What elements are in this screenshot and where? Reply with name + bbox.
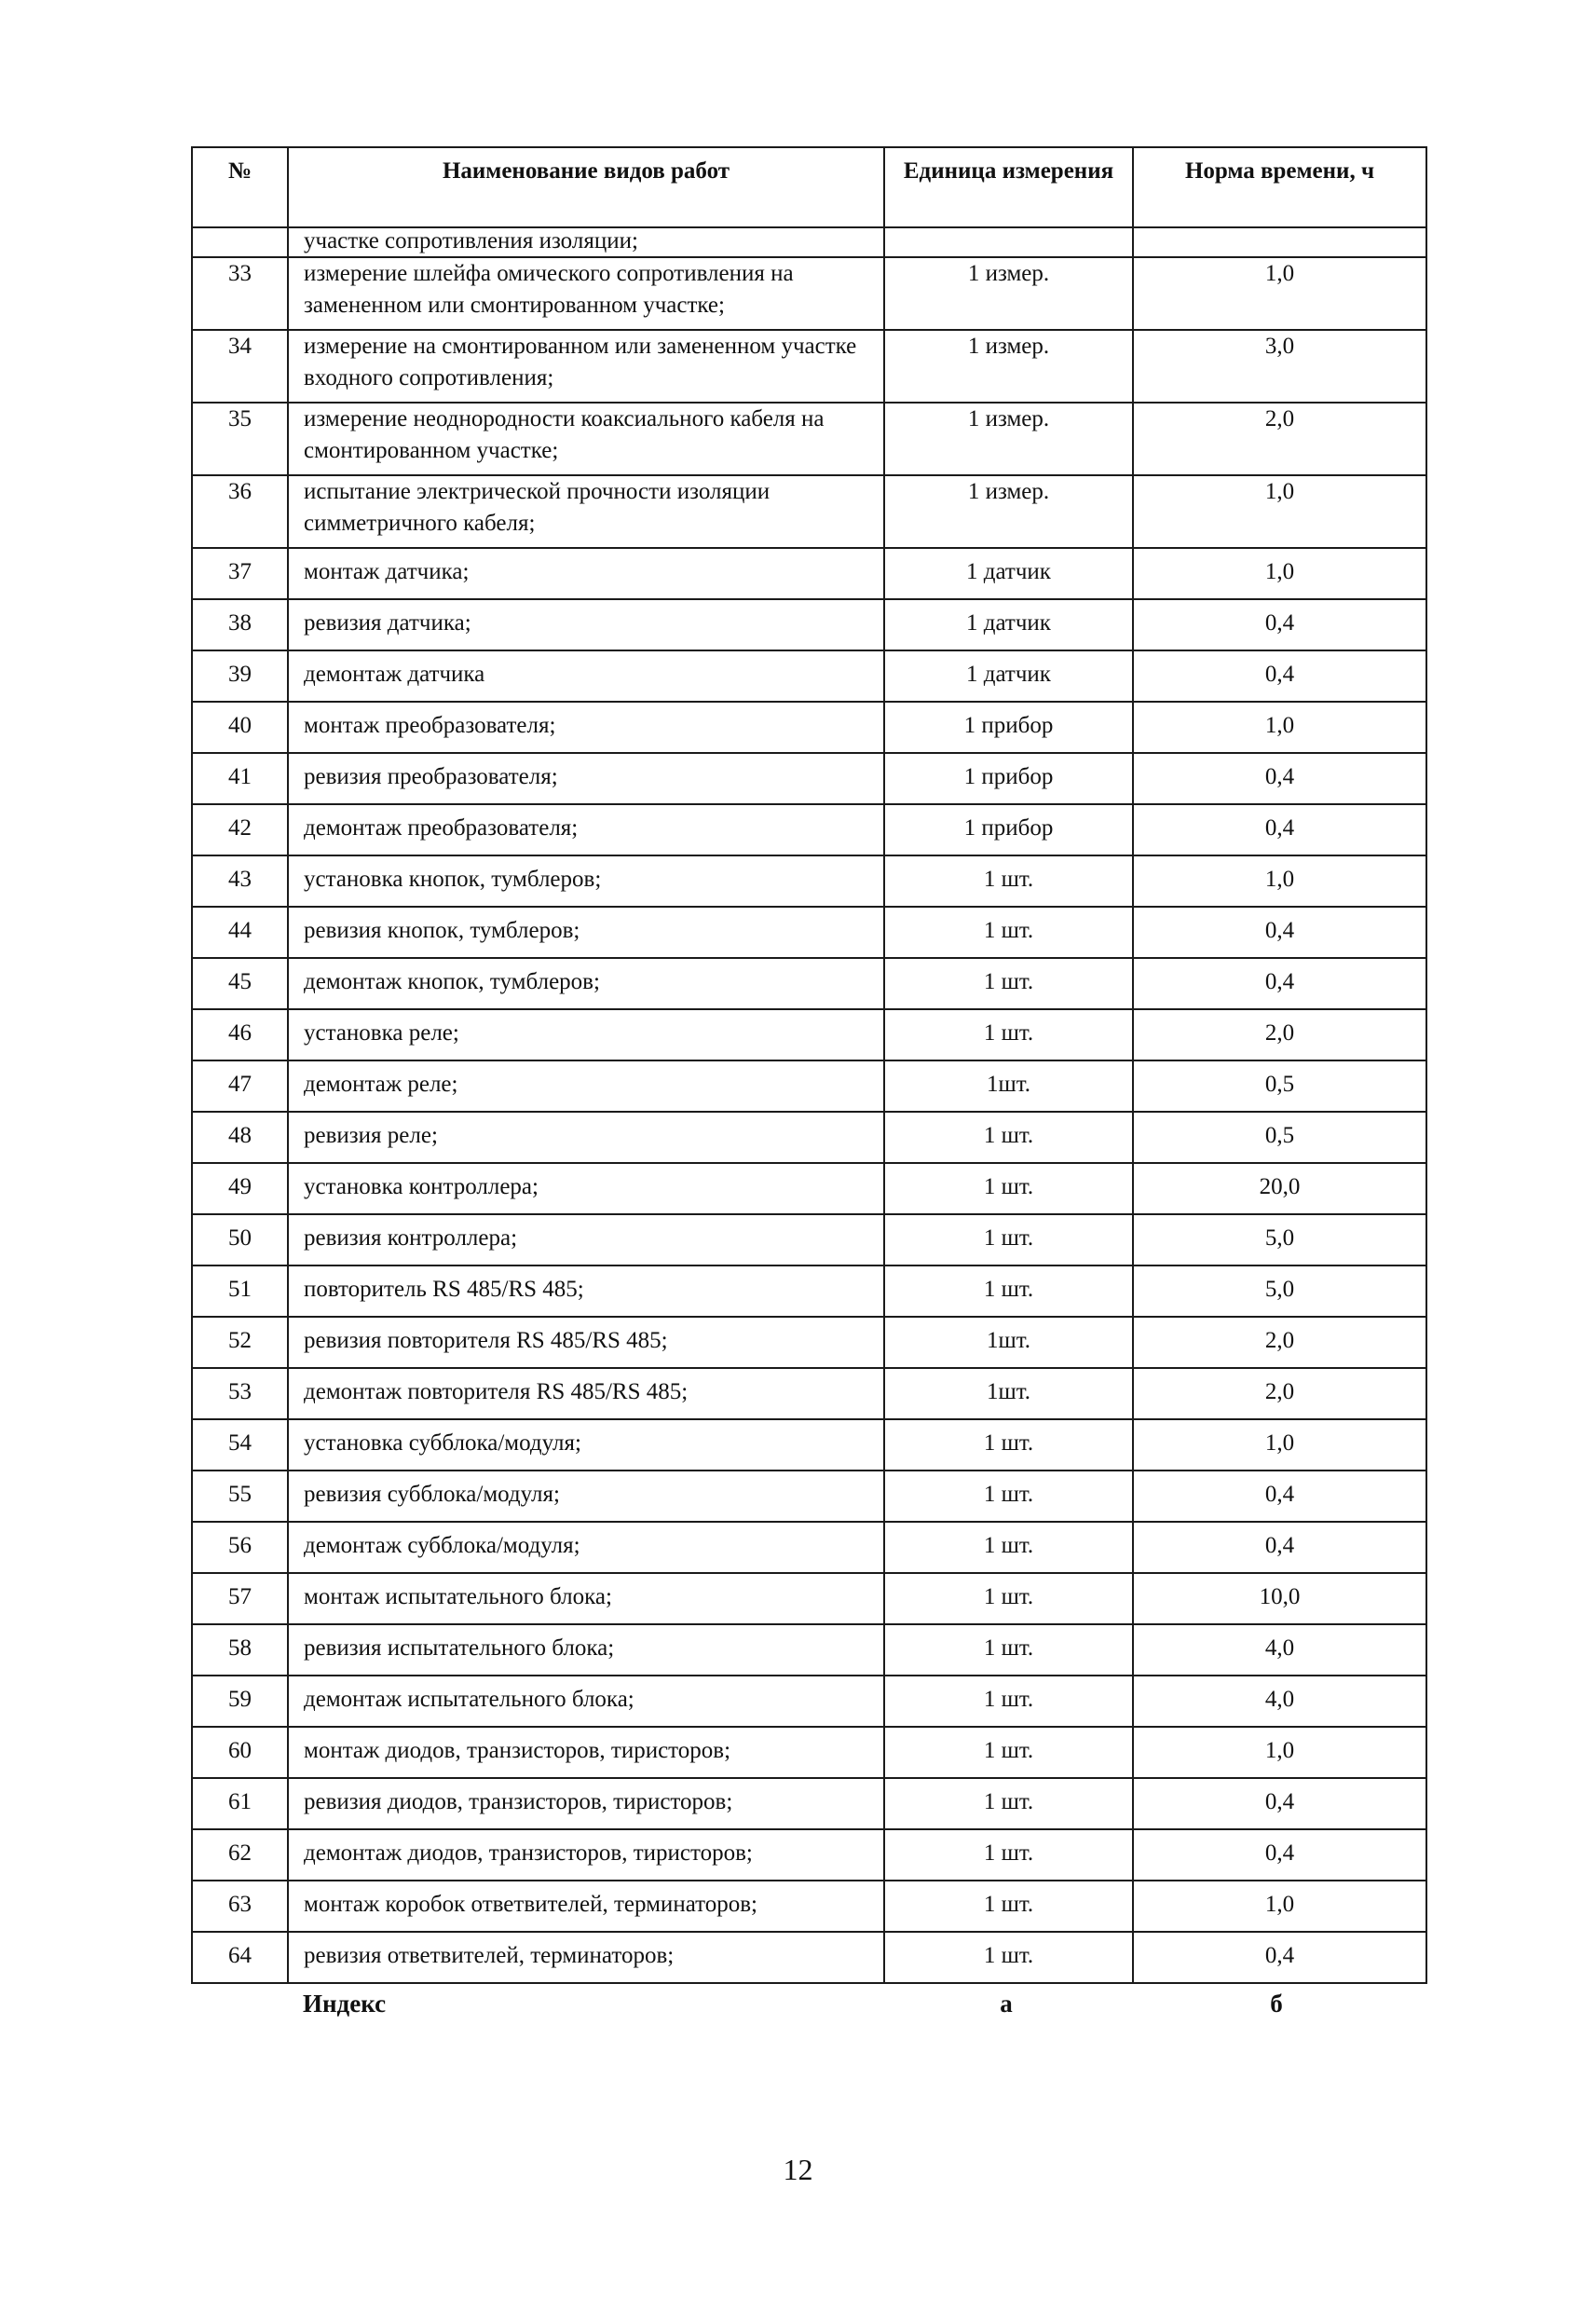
row-unit: 1 шт. <box>884 1727 1133 1778</box>
row-num: 53 <box>192 1368 288 1419</box>
row-unit: 1 шт. <box>884 1419 1133 1471</box>
row-name: монтаж преобразователя; <box>288 702 884 753</box>
row-norm: 0,4 <box>1133 804 1426 855</box>
row-num: 37 <box>192 548 288 599</box>
row-norm: 3,0 <box>1133 330 1426 403</box>
row-num: 61 <box>192 1778 288 1829</box>
row-unit: 1 датчик <box>884 599 1133 650</box>
row-num: 64 <box>192 1932 288 1983</box>
continuation-row <box>192 227 1426 257</box>
row-name: установка реле; <box>288 1009 884 1060</box>
row-norm: 1,0 <box>1133 548 1426 599</box>
table-row <box>192 1060 1426 1112</box>
row-name: монтаж датчика; <box>288 548 884 599</box>
row-norm: 2,0 <box>1133 1368 1426 1419</box>
row-unit: 1 шт. <box>884 1163 1133 1214</box>
row-name: измерение на смонтированном или замененном участке входного сопротивления; <box>288 330 884 403</box>
table-row <box>192 1368 1426 1419</box>
row-unit: 1 измер. <box>884 330 1133 403</box>
row-norm: 0,4 <box>1133 650 1426 702</box>
row-num: 56 <box>192 1522 288 1573</box>
table-header-row <box>192 147 1426 227</box>
row-norm: 0,4 <box>1133 1522 1426 1573</box>
row-norm: 0,5 <box>1133 1060 1426 1112</box>
row-num: 49 <box>192 1163 288 1214</box>
row-num: 48 <box>192 1112 288 1163</box>
row-name: повторитель RS 485/RS 485; <box>288 1265 884 1317</box>
row-unit: 1 датчик <box>884 650 1133 702</box>
row-norm: 0,4 <box>1133 599 1426 650</box>
row-num: 34 <box>192 330 288 403</box>
row-unit: 1шт. <box>884 1368 1133 1419</box>
row-norm: 1,0 <box>1133 1881 1426 1932</box>
row-name: демонтаж субблока/модуля; <box>288 1522 884 1573</box>
row-unit: 1 шт. <box>884 1471 1133 1522</box>
row-unit: 1 измер. <box>884 475 1133 548</box>
row-name: испытание электрической прочности изоляции симметричного кабеля; <box>288 475 884 548</box>
row-name: ревизия субблока/модуля; <box>288 1471 884 1522</box>
row-num: 45 <box>192 958 288 1009</box>
row-unit: 1 шт. <box>884 855 1133 907</box>
row-norm: 0,4 <box>1133 958 1426 1009</box>
row-num: 62 <box>192 1829 288 1881</box>
table-row <box>192 1573 1426 1624</box>
row-num: 58 <box>192 1624 288 1676</box>
row-num: 54 <box>192 1419 288 1471</box>
row-norm: 0,4 <box>1133 1778 1426 1829</box>
row-name: установка контроллера; <box>288 1163 884 1214</box>
row-num: 60 <box>192 1727 288 1778</box>
row-unit: 1шт. <box>884 1317 1133 1368</box>
row-num: 35 <box>192 403 288 475</box>
row-unit: 1 шт. <box>884 907 1133 958</box>
row-name: демонтаж преобразователя; <box>288 804 884 855</box>
row-num: 63 <box>192 1881 288 1932</box>
row-name: монтаж коробок ответвителей, терминаторов; <box>288 1881 884 1932</box>
table-row <box>192 257 1426 330</box>
row-norm: 0,4 <box>1133 1829 1426 1881</box>
row-name: ревизия преобразователя; <box>288 753 884 804</box>
row-num: 46 <box>192 1009 288 1060</box>
table-row <box>192 1932 1426 1983</box>
table-row <box>192 1419 1426 1471</box>
row-num: 57 <box>192 1573 288 1624</box>
row-norm: 0,4 <box>1133 753 1426 804</box>
row-num: 38 <box>192 599 288 650</box>
row-norm: 2,0 <box>1133 403 1426 475</box>
row-unit: 1 шт. <box>884 1009 1133 1060</box>
row-unit: 1 шт. <box>884 1829 1133 1881</box>
row-unit: 1 шт. <box>884 1214 1133 1265</box>
row-unit: 1 шт. <box>884 1624 1133 1676</box>
row-unit: 1 измер. <box>884 257 1133 330</box>
table-row <box>192 1676 1426 1727</box>
row-name: демонтаж реле; <box>288 1060 884 1112</box>
row-norm: 5,0 <box>1133 1214 1426 1265</box>
row-norm: 5,0 <box>1133 1265 1426 1317</box>
continuation-text: участке сопротивления изоляции; <box>288 227 884 257</box>
table-row <box>192 702 1426 753</box>
table-row <box>192 548 1426 599</box>
row-name: ревизия кнопок, тумблеров; <box>288 907 884 958</box>
row-name: измерение неоднородности коаксиального кабеля на смонтированном участке; <box>288 403 884 475</box>
row-norm: 0,4 <box>1133 1932 1426 1983</box>
header-num: № <box>192 147 288 227</box>
header-name: Наименование видов работ <box>288 147 884 227</box>
table-row <box>192 599 1426 650</box>
row-norm: 1,0 <box>1133 257 1426 330</box>
index-row <box>191 1990 1425 2018</box>
row-unit: 1 шт. <box>884 1112 1133 1163</box>
row-norm: 0,4 <box>1133 1471 1426 1522</box>
header-unit: Единица измерения <box>884 147 1133 227</box>
index-b: б <box>1270 1990 1283 2018</box>
row-norm: 1,0 <box>1133 702 1426 753</box>
row-name: монтаж диодов, транзисторов, тиристоров; <box>288 1727 884 1778</box>
row-unit: 1 шт. <box>884 1932 1133 1983</box>
table-row <box>192 958 1426 1009</box>
row-name: монтаж испытательного блока; <box>288 1573 884 1624</box>
row-name: демонтаж повторителя RS 485/RS 485; <box>288 1368 884 1419</box>
row-unit: 1 шт. <box>884 1881 1133 1932</box>
table-row <box>192 1265 1426 1317</box>
row-num: 51 <box>192 1265 288 1317</box>
table-row <box>192 753 1426 804</box>
table-row <box>192 1522 1426 1573</box>
table-row <box>192 1778 1426 1829</box>
row-norm: 1,0 <box>1133 1419 1426 1471</box>
row-unit: 1 шт. <box>884 1265 1133 1317</box>
row-unit: 1шт. <box>884 1060 1133 1112</box>
row-norm: 2,0 <box>1133 1009 1426 1060</box>
row-num: 59 <box>192 1676 288 1727</box>
row-unit: 1 измер. <box>884 403 1133 475</box>
row-num: 55 <box>192 1471 288 1522</box>
row-name: ревизия датчика; <box>288 599 884 650</box>
page-number: 12 <box>783 2153 813 2186</box>
table-row <box>192 1009 1426 1060</box>
row-unit: 1 прибор <box>884 702 1133 753</box>
row-name: ревизия повторителя RS 485/RS 485; <box>288 1317 884 1368</box>
row-norm: 1,0 <box>1133 1727 1426 1778</box>
table-row <box>192 330 1426 403</box>
row-num: 44 <box>192 907 288 958</box>
row-name: ревизия ответвителей, терминаторов; <box>288 1932 884 1983</box>
row-num: 42 <box>192 804 288 855</box>
row-name: демонтаж датчика <box>288 650 884 702</box>
row-norm: 10,0 <box>1133 1573 1426 1624</box>
row-name: ревизия испытательного блока; <box>288 1624 884 1676</box>
row-name: ревизия диодов, транзисторов, тиристоров; <box>288 1778 884 1829</box>
row-unit: 1 шт. <box>884 1778 1133 1829</box>
table-row <box>192 1214 1426 1265</box>
row-norm: 0,4 <box>1133 907 1426 958</box>
row-norm: 1,0 <box>1133 475 1426 548</box>
table-row <box>192 804 1426 855</box>
norms-sheet <box>191 146 1425 2018</box>
row-num: 39 <box>192 650 288 702</box>
norms-table <box>191 146 1427 1984</box>
row-norm: 4,0 <box>1133 1676 1426 1727</box>
row-name: демонтаж диодов, транзисторов, тиристоров; <box>288 1829 884 1881</box>
index-a: а <box>1000 1990 1013 2018</box>
row-num: 47 <box>192 1060 288 1112</box>
row-unit: 1 датчик <box>884 548 1133 599</box>
row-name: демонтаж кнопок, тумблеров; <box>288 958 884 1009</box>
row-num: 41 <box>192 753 288 804</box>
row-unit: 1 прибор <box>884 753 1133 804</box>
table-row <box>192 475 1426 548</box>
row-norm: 20,0 <box>1133 1163 1426 1214</box>
table-row <box>192 1317 1426 1368</box>
table-row <box>192 1112 1426 1163</box>
table-row <box>192 403 1426 475</box>
row-name: установка субблока/модуля; <box>288 1419 884 1471</box>
row-num: 50 <box>192 1214 288 1265</box>
row-num: 40 <box>192 702 288 753</box>
row-num: 52 <box>192 1317 288 1368</box>
row-norm: 2,0 <box>1133 1317 1426 1368</box>
row-name: установка кнопок, тумблеров; <box>288 855 884 907</box>
row-num: 43 <box>192 855 288 907</box>
table-row <box>192 1624 1426 1676</box>
row-unit: 1 шт. <box>884 1676 1133 1727</box>
row-name: ревизия контроллера; <box>288 1214 884 1265</box>
row-norm: 0,5 <box>1133 1112 1426 1163</box>
row-unit: 1 шт. <box>884 1522 1133 1573</box>
row-norm: 4,0 <box>1133 1624 1426 1676</box>
row-name: измерение шлейфа омического сопротивления на замененном или смонтированном участке; <box>288 257 884 330</box>
table-row <box>192 907 1426 958</box>
table-row <box>192 1727 1426 1778</box>
row-name: демонтаж испытательного блока; <box>288 1676 884 1727</box>
table-row <box>192 650 1426 702</box>
row-unit: 1 шт. <box>884 1573 1133 1624</box>
row-name: ревизия реле; <box>288 1112 884 1163</box>
row-num: 36 <box>192 475 288 548</box>
table-row <box>192 1881 1426 1932</box>
table-row <box>192 1471 1426 1522</box>
table-row <box>192 855 1426 907</box>
row-num: 33 <box>192 257 288 330</box>
index-label: Индекс <box>303 1990 387 2018</box>
row-unit: 1 шт. <box>884 958 1133 1009</box>
table-row <box>192 1163 1426 1214</box>
header-norm: Норма времени, ч <box>1133 147 1426 227</box>
row-norm: 1,0 <box>1133 855 1426 907</box>
row-unit: 1 прибор <box>884 804 1133 855</box>
table-row <box>192 1829 1426 1881</box>
